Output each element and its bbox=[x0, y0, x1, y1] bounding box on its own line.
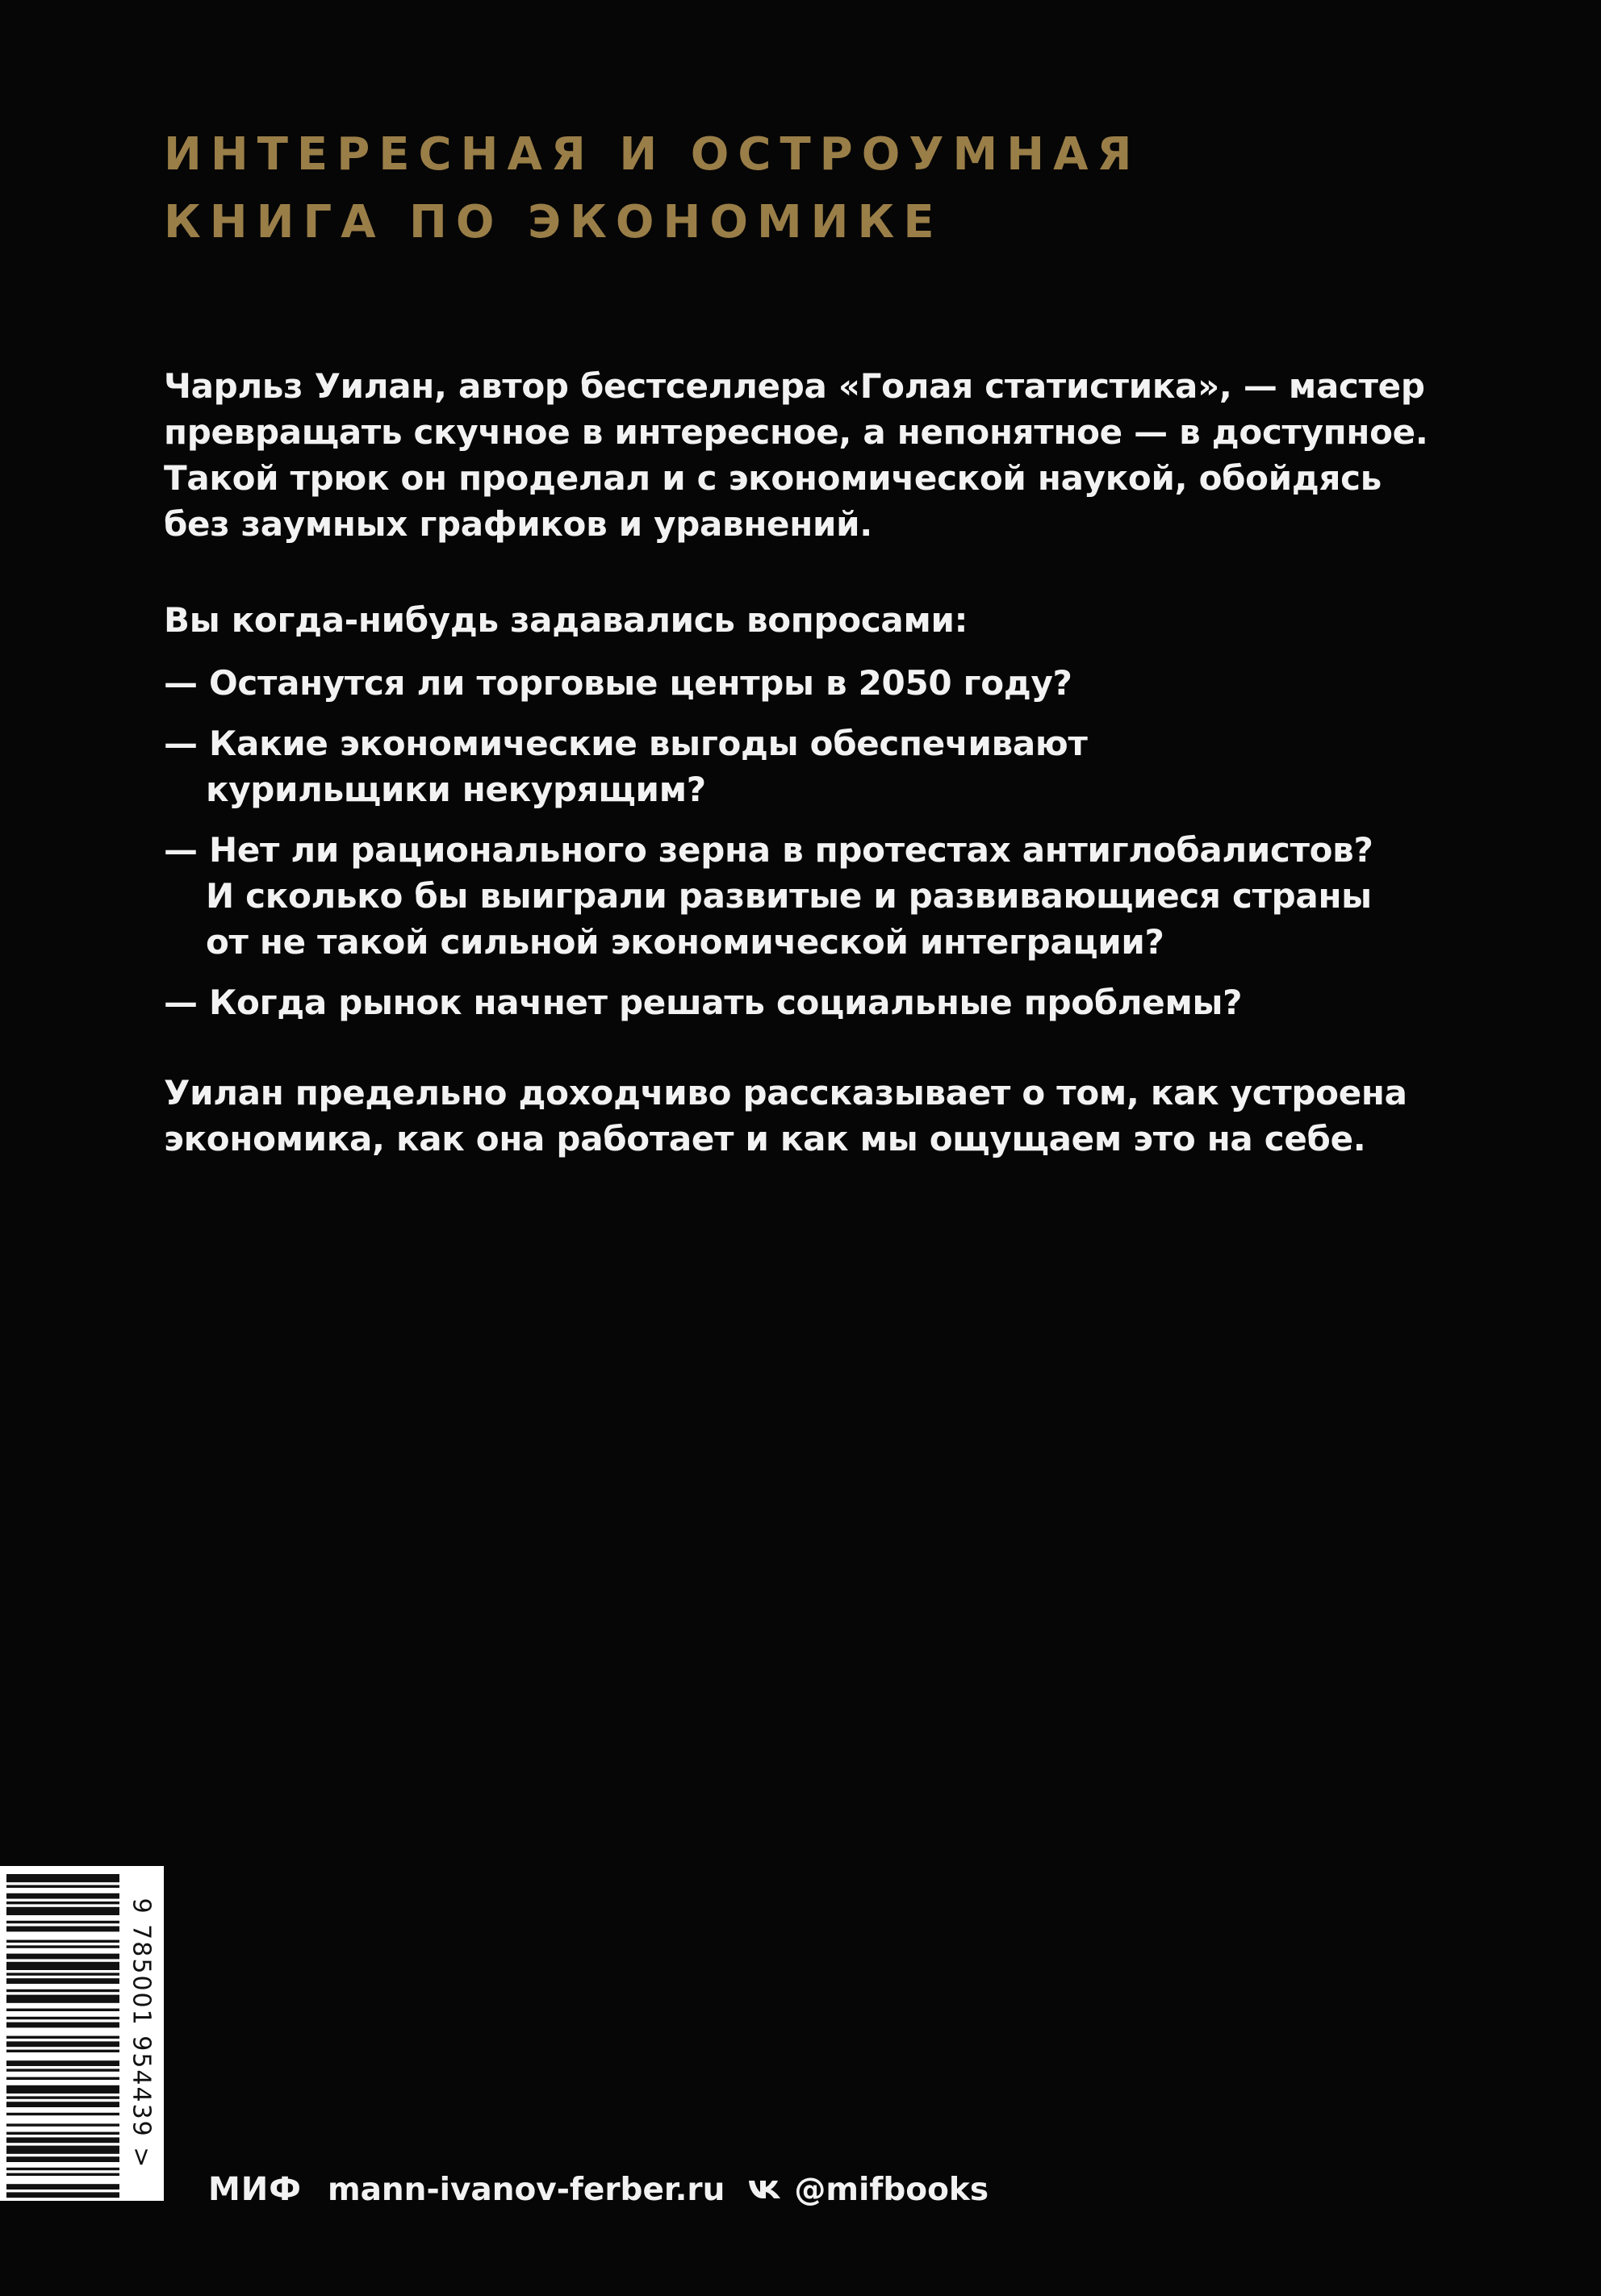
question-line: от не такой сильной экономической интеграции? bbox=[206, 922, 1164, 962]
question-line: — Когда рынок начнет решать социальные проблемы? bbox=[164, 983, 1243, 1022]
question-item bbox=[164, 660, 1390, 706]
barcode-bar bbox=[6, 2077, 119, 2080]
barcode-bar bbox=[6, 1978, 119, 1984]
barcode-bar bbox=[6, 1907, 119, 1915]
barcode-bar bbox=[6, 2102, 119, 2107]
question-item bbox=[164, 720, 1390, 812]
barcode-bar bbox=[6, 2096, 119, 2098]
barcode-bar bbox=[6, 2036, 119, 2039]
logo-text: МИФ bbox=[208, 2171, 302, 2208]
heading-line-2: КНИГА ПО ЭКОНОМИКЕ bbox=[164, 196, 943, 248]
question-lead-text: Вы когда-нибудь задавались вопросами: bbox=[164, 600, 968, 640]
question-line: И сколько бы выиграли развитые и развивающиеся страны bbox=[206, 876, 1372, 916]
barcode-bar bbox=[6, 2146, 119, 2154]
barcode-bar bbox=[6, 2041, 119, 2047]
barcode-bar bbox=[6, 2123, 119, 2126]
barcode-bar bbox=[6, 2023, 119, 2028]
intro-line: Чарльз Уилан, автор бестселлера «Голая статистика», — мастер bbox=[164, 366, 1425, 406]
question-item bbox=[164, 827, 1390, 965]
barcode-bar bbox=[6, 2085, 119, 2094]
barcode-bar bbox=[6, 2113, 119, 2115]
intro-line: превращать скучное в интересное, а непонятное — в доступное. bbox=[164, 412, 1428, 452]
barcode-bar bbox=[6, 1874, 119, 1882]
barcode-bar bbox=[6, 1954, 119, 1960]
heading bbox=[164, 121, 1141, 257]
question-line: — Останутся ли торговые центры в 2050 году? bbox=[164, 663, 1072, 703]
barcode-bar bbox=[6, 2009, 119, 2011]
barcode-bar bbox=[6, 2060, 119, 2066]
barcode-bar bbox=[6, 2168, 119, 2170]
questions-list bbox=[164, 660, 1390, 1040]
barcode-bar bbox=[6, 1972, 119, 1975]
question-item bbox=[164, 979, 1390, 1025]
barcode-bar bbox=[6, 1921, 119, 1923]
vk-icon[interactable] bbox=[747, 2178, 783, 2201]
barcode-bar bbox=[6, 2068, 119, 2071]
barcode-bar bbox=[6, 2050, 119, 2052]
barcode-bar bbox=[6, 1927, 119, 1932]
barcode-bar bbox=[6, 1962, 119, 1970]
barcode-bar bbox=[6, 2192, 119, 2198]
barcode-bar bbox=[6, 1893, 119, 1899]
barcode-number: 9 785001 954439 > bbox=[127, 1897, 155, 2169]
barcode-bar bbox=[6, 2184, 119, 2190]
barcode-bar bbox=[6, 2173, 119, 2176]
social-handle[interactable]: @mifbooks bbox=[794, 2171, 989, 2208]
barcode-digits bbox=[123, 1866, 159, 2201]
intro-line: без заумных графиков и уравнений. bbox=[164, 504, 872, 544]
intro-line: Такой трюк он проделал и с экономической наукой, обойдясь bbox=[164, 458, 1382, 498]
question-line: — Какие экономические выгоды обеспечивают bbox=[164, 724, 1088, 763]
question-lead bbox=[164, 597, 1390, 643]
barcode-bar bbox=[6, 1995, 119, 2003]
barcode-bar bbox=[6, 2156, 119, 2162]
outro-line: экономика, как она работает и как мы ощущаем это на себе. bbox=[164, 1119, 1366, 1158]
heading-line-1: ИНТЕРЕСНАЯ И ОСТРОУМНАЯ bbox=[164, 128, 1141, 181]
question-line: курильщики некурящим? bbox=[206, 770, 706, 809]
question-line: — Нет ли рационального зерна в протестах антиглобалистов? bbox=[164, 830, 1373, 870]
barcode-bar bbox=[6, 2137, 119, 2143]
outro-line: Уилан предельно доходчиво рассказывает о том, как устроена bbox=[164, 1073, 1407, 1113]
barcode-bar bbox=[6, 1902, 119, 1904]
barcode-bar bbox=[6, 2132, 119, 2135]
barcode-bar bbox=[6, 1945, 119, 1947]
publisher-footer bbox=[208, 2163, 989, 2216]
barcode-bars bbox=[0, 1866, 123, 2201]
barcode-bar bbox=[6, 1885, 119, 1888]
barcode-bar bbox=[6, 1940, 119, 1943]
publisher-logo bbox=[208, 2171, 305, 2208]
outro-paragraph bbox=[164, 1070, 1407, 1162]
barcode-bar bbox=[6, 2017, 119, 2019]
isbn-barcode bbox=[0, 1866, 164, 2201]
barcode-bar bbox=[6, 1989, 119, 1992]
intro-paragraph bbox=[164, 363, 1428, 547]
website-link[interactable]: mann-ivanov-ferber.ru bbox=[327, 2171, 725, 2208]
